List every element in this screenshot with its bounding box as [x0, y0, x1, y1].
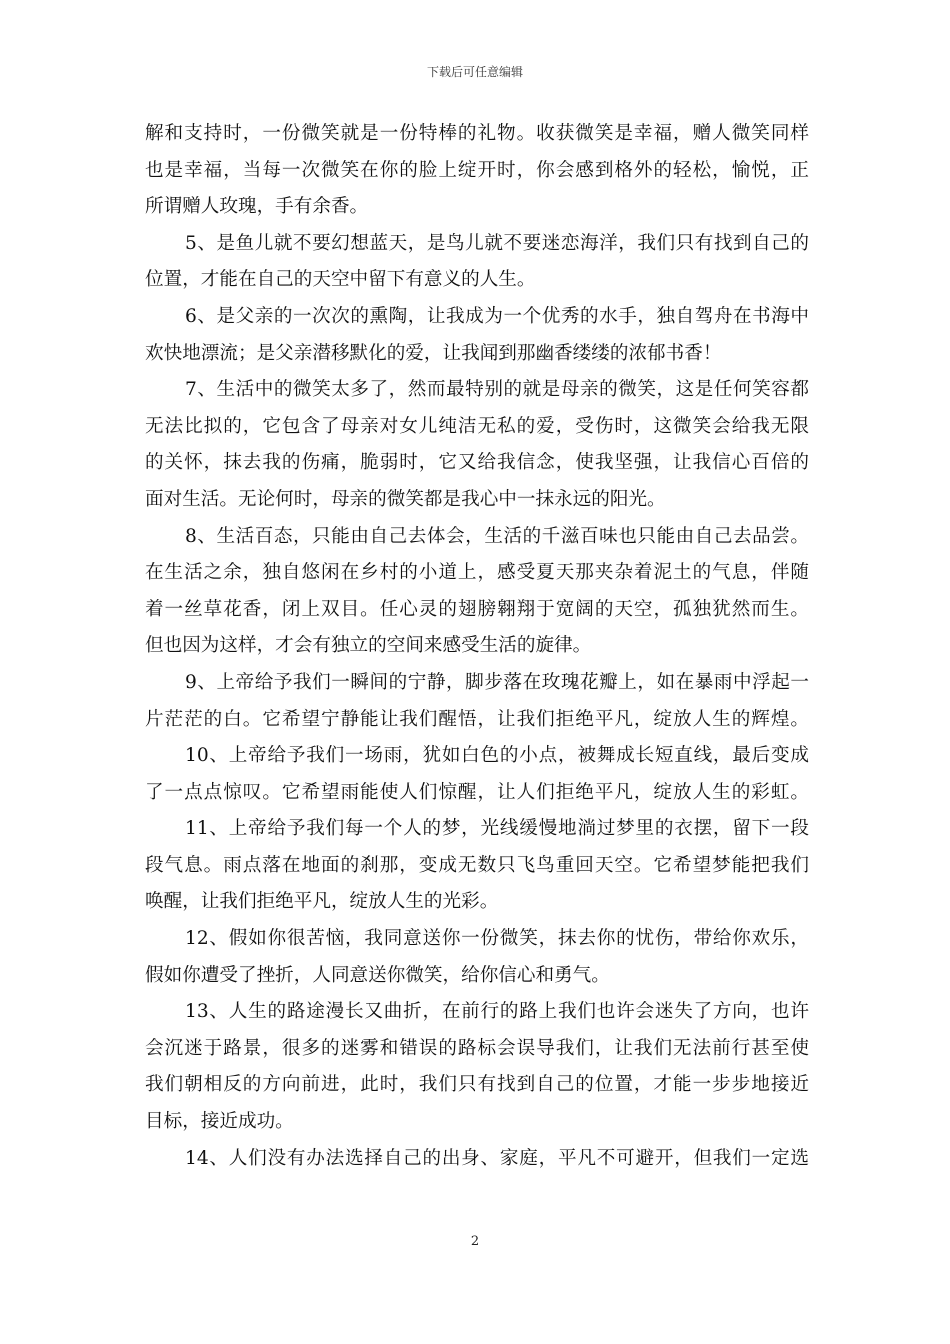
text-line: 11、上帝给予我们每一个人的梦，光线缓慢地淌过梦里的衣摆，留下一段 [185, 818, 809, 840]
page-number: 2 [470, 1234, 480, 1249]
text-line: 假如你遭受了挫折，人同意送你微笑，给你信心和勇气。 [145, 964, 610, 986]
text-line: 了一点点惊叹。它希望雨能使人们惊醒，让人们拒绝平凡，绽放人生的彩虹。 [145, 781, 809, 803]
text-line: 5、是鱼儿就不要幻想蓝天，是鸟儿就不要迷恋海洋，我们只有找到自己的 [185, 232, 809, 254]
text-line: 14、人们没有办法选择自己的出身、家庭，平凡不可避开，但我们一定选 [185, 1147, 809, 1169]
text-line: 欢快地漂流；是父亲潜移默化的爱，让我闻到那幽香缕缕的浓郁书香！ [145, 342, 722, 364]
text-line: 在生活之余，独自悠闲在乡村的小道上，感受夏天那夹杂着泥土的气息，伴随 [145, 562, 809, 584]
text-line: 12、假如你很苦恼，我同意送你一份微笑，抹去你的忧伤，带给你欢乐， [185, 928, 809, 950]
page-header: 下载后可任意编辑 [426, 65, 523, 79]
text-line: 面对生活。无论何时，母亲的微笑都是我心中一抹永远的阳光。 [145, 488, 666, 510]
text-line: 解和支持时，一份微笑就是一份特棒的礼物。收获微笑是幸福，赠人微笑同样 [145, 123, 809, 144]
text-line: 片茫茫的白。它希望宁静能让我们醒悟，让我们拒绝平凡，绽放人生的辉煌。 [145, 708, 809, 730]
text-line: 的关怀，抹去我的伤痛，脆弱时，它又给我信念，使我坚强，让我信心百倍的 [145, 452, 809, 474]
text-line: 9、上帝给予我们一瞬间的宁静，脚步落在玫瑰花瓣上，如在暴雨中浮起一 [185, 671, 809, 693]
text-line: 8、生活百态，只能由自己去体会，生活的千滋百味也只能由自己去品尝。 [185, 525, 809, 547]
text-line: 唤醒，让我们拒绝平凡，绽放人生的光彩。 [145, 891, 499, 913]
text-line: 位置，才能在自己的天空中留下有意义的人生。 [145, 269, 536, 291]
text-line: 我们朝相反的方向前进，此时，我们只有找到自己的位置，才能一步步地接近 [145, 1074, 809, 1096]
text-line: 10、上帝给予我们一场雨，犹如白色的小点，被舞成长短直线，最后变成 [185, 745, 809, 767]
text-line: 无法比拟的，它包含了母亲对女儿纯洁无私的爱，受伤时，这微笑会给我无限 [145, 415, 809, 437]
text-line: 也是幸福，当每一次微笑在你的脸上绽开时，你会感到格外的轻松，愉悦，正 [145, 159, 809, 181]
text-line: 所谓赠人玫瑰，手有余香。 [145, 196, 369, 218]
text-line: 着一丝草花香，闭上双目。任心灵的翅膀翱翔于宽阔的天空，孤独犹然而生。 [145, 598, 809, 620]
text-line: 会沉迷于路景，很多的迷雾和错误的路标会误导我们，让我们无法前行甚至使 [145, 1037, 809, 1059]
text-line: 7、生活中的微笑太多了，然而最特别的就是母亲的微笑，这是任何笑容都 [185, 379, 809, 401]
body-text [145, 116, 809, 1177]
text-line: 6、是父亲的一次次的熏陶，让我成为一个优秀的水手，独自驾舟在书海中 [185, 305, 809, 327]
text-line: 段气息。雨点落在地面的刹那，变成无数只飞鸟重回天空。它希望梦能把我们 [145, 854, 809, 876]
text-line: 但也因为这样，才会有独立的空间来感受生活的旋律。 [145, 635, 592, 657]
text-line: 目标，接近成功。 [145, 1111, 294, 1133]
text-line: 13、人生的路途漫长又曲折，在前行的路上我们也许会迷失了方向，也许 [185, 1001, 809, 1023]
